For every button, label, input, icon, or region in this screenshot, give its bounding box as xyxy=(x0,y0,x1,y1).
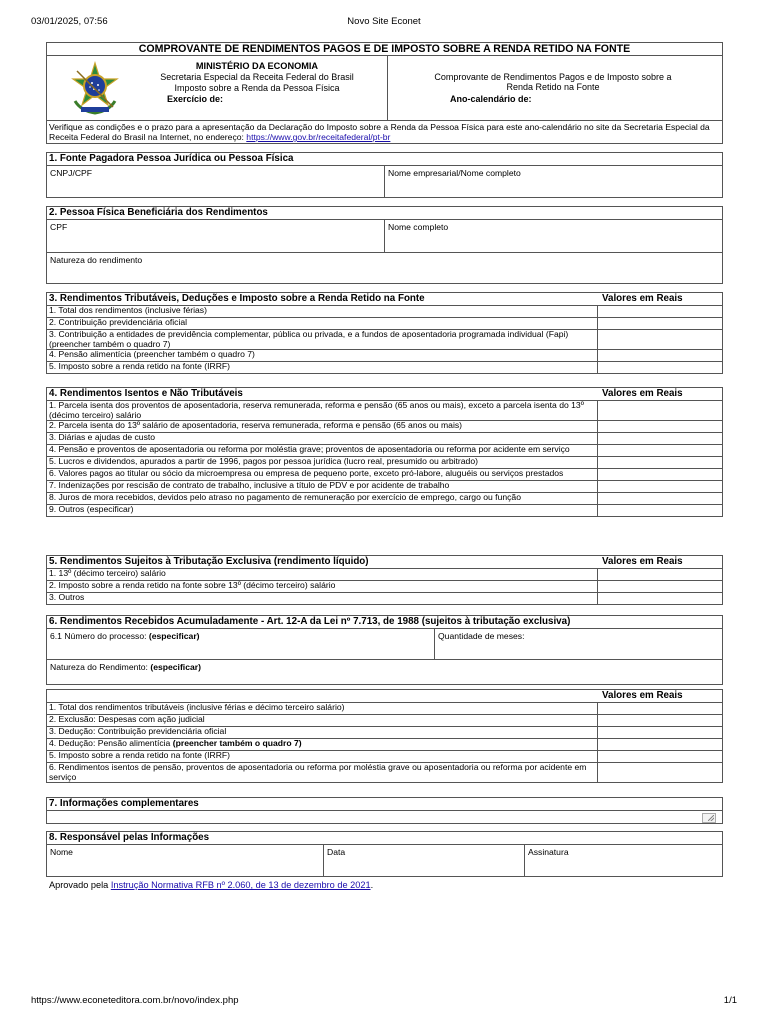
value-input[interactable] xyxy=(598,318,722,329)
value-input[interactable] xyxy=(598,505,722,516)
process-number-field[interactable]: 6.1 Número do processo: (especificar) xyxy=(47,629,435,659)
value-row-label: 3. Outros xyxy=(47,593,598,604)
value-input[interactable] xyxy=(598,457,722,468)
ministry-name: MINISTÉRIO DA ECONOMIA xyxy=(195,61,319,71)
tax-name: Imposto sobre a Renda da Pessoa Física xyxy=(174,83,340,93)
value-row xyxy=(47,493,722,505)
value-input[interactable] xyxy=(598,481,722,492)
value-row-label: 3. Dedução: Contribuição previdenciária oficial xyxy=(47,727,598,738)
value-input[interactable] xyxy=(598,350,722,361)
receita-federal-link[interactable]: https://www.gov.br/receitafederal/pt-br xyxy=(246,132,391,142)
payer-name-field[interactable]: Nome empresarial/Nome completo xyxy=(388,168,521,178)
income-nature-field[interactable]: Natureza do rendimento xyxy=(50,255,143,265)
section-2-beneficiary xyxy=(46,206,723,284)
value-row-label: 2. Imposto sobre a renda retido na fonte sobre 13º (décimo terceiro) salário xyxy=(47,581,598,592)
document-title: COMPROVANTE DE RENDIMENTOS PAGOS E DE IMPOSTO SOBRE A RENDA RETIDO NA FONTE xyxy=(46,42,723,56)
value-row-label: 5. Imposto sobre a renda retido na fonte (IRRF) xyxy=(47,362,598,373)
section-4-title: 4. Rendimentos Isentos e Não Tributáveis Valores em Reais xyxy=(47,388,722,401)
section-5-exclusive xyxy=(46,555,723,605)
notice-line2: Secretaria Especial da Receita Federal do Brasil na Internet, no endereço: xyxy=(49,122,710,142)
value-input[interactable] xyxy=(598,593,722,604)
section-6-title: 6. Rendimentos Recebidos Acumuladamente - Art. 12-A da Lei nº 7.713, de 1988 (sujeitos à tributação exclusiva) xyxy=(47,616,722,629)
value-row-label: 8. Juros de mora recebidos, devidos pelo atraso no pagamento de remuneração por exercício de emprego, cargo ou função xyxy=(47,493,598,504)
secretariat-name: Secretaria Especial da Receita Federal do Brasil xyxy=(160,72,354,82)
value-row xyxy=(47,593,722,604)
value-input[interactable] xyxy=(598,401,722,420)
value-row-label: 3. Contribuição a entidades de previdência complementar, pública ou privada, e a fundos de aposentadoria programada individual (Fapi) (preencher também o quadro 7) xyxy=(47,330,598,349)
value-row xyxy=(47,505,722,516)
values-header: Valores em Reais xyxy=(602,556,683,567)
value-input[interactable] xyxy=(598,727,722,738)
notice-line1: Verifique as condições e o prazo para a apresentação da Declaração do Imposto sobre a Renda da Pessoa Física para este ano-calendário no site da xyxy=(49,122,622,132)
value-row-label: 9. Outros (especificar) xyxy=(47,505,598,516)
comprovante-title-line1: Comprovante de Rendimentos Pagos e de Imposto sobre a xyxy=(434,72,672,82)
accumulated-nature-field[interactable]: Natureza do Rendimento: (especificar) xyxy=(50,662,201,672)
section-3-taxable xyxy=(46,292,723,374)
value-row-label: 1. Parcela isenta dos proventos de aposentadoria, reserva remunerada, reforma e pensão (65 anos ou mais), exceto a parcela isenta do 13º (décimo terceiro) salário xyxy=(47,401,598,420)
ministry-block xyxy=(47,56,388,120)
value-input[interactable] xyxy=(598,421,722,432)
values-header: Valores em Reais xyxy=(602,690,683,701)
value-row-label: 2. Parcela isenta do 13º salário de aposentadoria, reserva remunerada, reforma e pensão (65 anos ou mais) xyxy=(47,421,598,432)
values-header: Valores em Reais xyxy=(602,293,683,304)
section-6-values xyxy=(46,689,723,783)
values-header: Valores em Reais xyxy=(602,388,683,399)
value-row-label: 5. Lucros e dividendos, apurados a partir de 1996, pagos por pessoa jurídica (lucro real, presumido ou arbitrado) xyxy=(47,457,598,468)
document-header xyxy=(46,56,723,121)
value-row xyxy=(47,401,722,421)
value-input[interactable] xyxy=(598,715,722,726)
value-input[interactable] xyxy=(598,330,722,349)
section-3-title: 3. Rendimentos Tributáveis, Deduções e Imposto sobre a Renda Retido na Fonte Valores em Reais xyxy=(47,293,722,306)
value-row-label: 6. Valores pagos ao titular ou sócio da microempresa ou empresa de pequeno porte, exceto pró-labore, aluguéis ou serviços prestados xyxy=(47,469,598,480)
ministry-text xyxy=(147,61,367,94)
beneficiary-cpf-field[interactable]: CPF xyxy=(47,220,385,252)
notice-text xyxy=(46,121,723,144)
section-7-complementary xyxy=(46,797,723,824)
value-row xyxy=(47,362,722,373)
value-row-label: 1. Total dos rendimentos tributáveis (inclusive férias e décimo terceiro salário) xyxy=(47,703,598,714)
value-row-label: 5. Imposto sobre a renda retido na fonte (IRRF) xyxy=(47,751,598,762)
value-row-label: 2. Exclusão: Despesas com ação judicial xyxy=(47,715,598,726)
value-input[interactable] xyxy=(598,751,722,762)
complementary-info-textarea[interactable] xyxy=(47,811,722,825)
value-input[interactable] xyxy=(598,739,722,750)
value-input[interactable] xyxy=(598,703,722,714)
payer-cnpj-field[interactable]: CNPJ/CPF xyxy=(47,166,385,198)
comprovante-block xyxy=(388,56,722,120)
print-page-number: 1/1 xyxy=(723,995,737,1006)
resize-handle-icon[interactable] xyxy=(702,813,716,823)
section-4-exempt xyxy=(46,387,723,517)
value-input[interactable] xyxy=(598,445,722,456)
value-input[interactable] xyxy=(598,469,722,480)
value-row xyxy=(47,330,722,350)
process-specify: (especificar) xyxy=(148,631,200,641)
value-row-label: 4. Pensão alimentícia (preencher também o quadro 7) xyxy=(47,350,598,361)
section-1-payer xyxy=(46,152,723,198)
fill-table-7-note: (preencher também o quadro 7) xyxy=(172,738,302,748)
section-1-title: 1. Fonte Pagadora Pessoa Jurídica ou Pessoa Física xyxy=(47,153,722,166)
value-row xyxy=(47,763,722,782)
value-input[interactable] xyxy=(598,581,722,592)
beneficiary-name-field[interactable]: Nome completo xyxy=(388,222,449,232)
section-8-title: 8. Responsável pelas Informações xyxy=(47,832,722,845)
value-row-label: 4. Pensão e proventos de aposentadoria ou reforma por moléstia grave; proventos de aposentadoria ou reforma por acidente em serviço xyxy=(47,445,598,456)
normative-instruction-link[interactable]: Instrução Normativa RFB nº 2.060, de 13 de dezembro de 2021 xyxy=(110,880,371,890)
value-row-label: 4. Dedução: Pensão alimentícia (preencher também o quadro 7) xyxy=(47,739,598,750)
value-input[interactable] xyxy=(598,493,722,504)
calendar-year-label: Ano-calendário de: xyxy=(450,94,532,104)
value-row-label: 2. Contribuição previdenciária oficial xyxy=(47,318,598,329)
print-page-title: Novo Site Econet xyxy=(347,16,421,27)
value-row-label: 6. Rendimentos isentos de pensão, proventos de aposentadoria ou reforma por moléstia grave ou aposentadoria ou reforma por acidente em serviço xyxy=(47,763,598,782)
responsible-name-field[interactable]: Nome xyxy=(47,845,324,877)
brazil-coat-of-arms-icon xyxy=(67,61,123,117)
value-input[interactable] xyxy=(598,763,722,782)
responsible-signature-field[interactable]: Assinatura xyxy=(528,847,569,857)
value-row-label: 7. Indenizações por rescisão de contrato de trabalho, inclusive a título de PDV e por acidente de trabalho xyxy=(47,481,598,492)
comprovante-title-line2: Renda Retido na Fonte xyxy=(506,82,600,92)
comprovante-title xyxy=(428,72,678,92)
value-input[interactable] xyxy=(598,306,722,317)
responsible-date-field[interactable]: Data xyxy=(324,845,525,877)
value-input[interactable] xyxy=(598,362,722,373)
value-row-label: 1. 13º (décimo terceiro) salário xyxy=(47,569,598,580)
months-quantity-field[interactable]: Quantidade de meses: xyxy=(438,631,525,641)
value-row xyxy=(47,581,722,593)
print-url: https://www.econeteditora.com.br/novo/index.php xyxy=(31,995,239,1006)
nature-specify: (especificar) xyxy=(150,662,201,672)
value-row-label: 3. Diárias e ajudas de custo xyxy=(47,433,598,444)
print-datetime: 03/01/2025, 07:56 xyxy=(31,16,108,27)
value-row-label: 1. Total dos rendimentos (inclusive férias) xyxy=(47,306,598,317)
value-input[interactable] xyxy=(598,433,722,444)
section-5-title: 5. Rendimentos Sujeitos à Tributação Exclusiva (rendimento líquido) Valores em Reais xyxy=(47,556,722,569)
value-input[interactable] xyxy=(598,569,722,580)
section-2-title: 2. Pessoa Física Beneficiária dos Rendimentos xyxy=(47,207,722,220)
section-6-accumulated xyxy=(46,615,723,685)
section-8-responsible xyxy=(46,831,723,877)
section-7-title: 7. Informações complementares xyxy=(47,798,722,811)
exercise-label: Exercício de: xyxy=(167,94,224,104)
approval-note: Aprovado pela Instrução Normativa RFB nº 2.060, de 13 de dezembro de 2021. xyxy=(49,880,374,890)
